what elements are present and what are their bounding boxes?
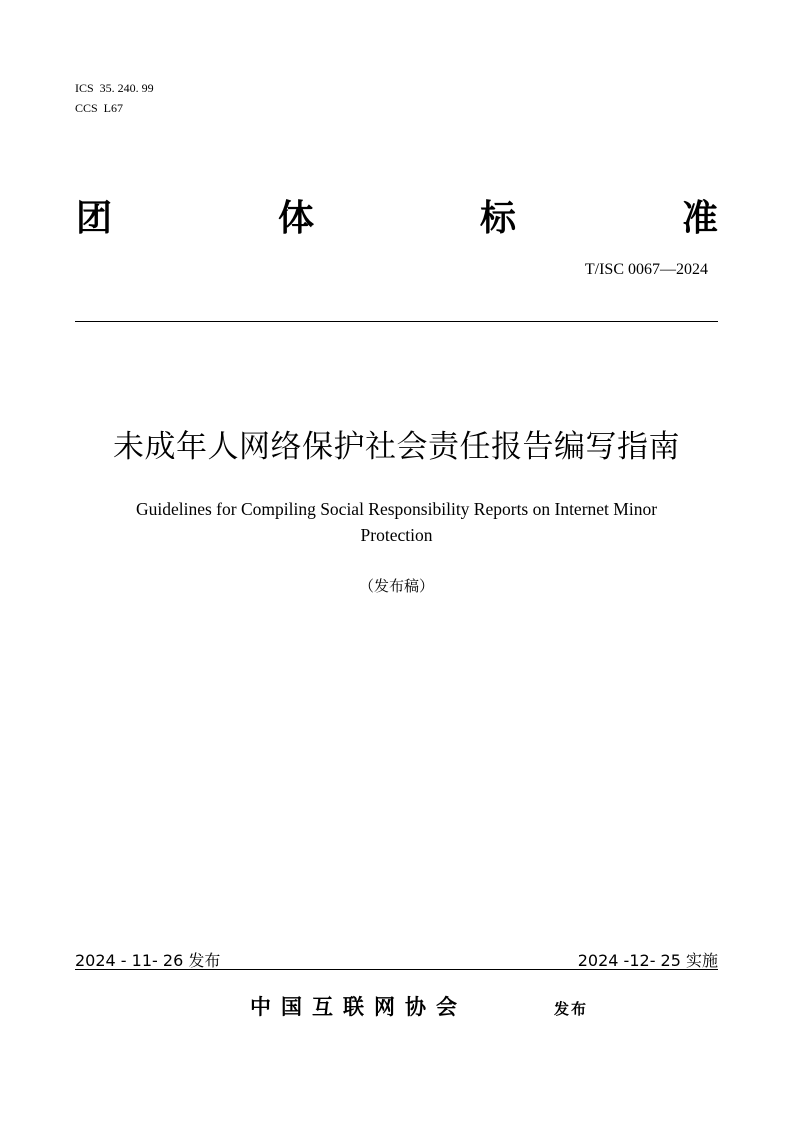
- header-divider: [75, 321, 718, 322]
- issuer-action: 发布: [554, 1000, 589, 1018]
- standard-type-char: 体: [277, 197, 314, 239]
- title-english-line: Protection: [360, 525, 433, 545]
- standard-number: T/ISC 0067—2024: [584, 261, 708, 278]
- title-english: [0, 496, 793, 548]
- classification-codes: [75, 78, 154, 118]
- standard-type-char: 团: [76, 197, 113, 239]
- ics-code: ICS 35. 240. 99: [75, 81, 154, 95]
- effective-date: 2024 -12- 25 实施: [577, 951, 718, 970]
- title-chinese: 未成年人网络保护社会责任报告编写指南: [113, 429, 680, 465]
- issuer-name: 中国互联网协会: [250, 994, 467, 1019]
- standard-type-char: 标: [479, 197, 516, 239]
- footer-divider: [75, 969, 718, 970]
- title-english-line: Guidelines for Compiling Social Responsibility Reports on Internet Minor: [135, 499, 658, 519]
- publish-date: 2024 - 11- 26 发布: [75, 951, 221, 970]
- standard-type-char: 准: [681, 197, 718, 239]
- ccs-code: CCS L67: [75, 101, 124, 115]
- draft-status: （发布稿）: [358, 577, 434, 595]
- standard-type-heading: [76, 192, 718, 244]
